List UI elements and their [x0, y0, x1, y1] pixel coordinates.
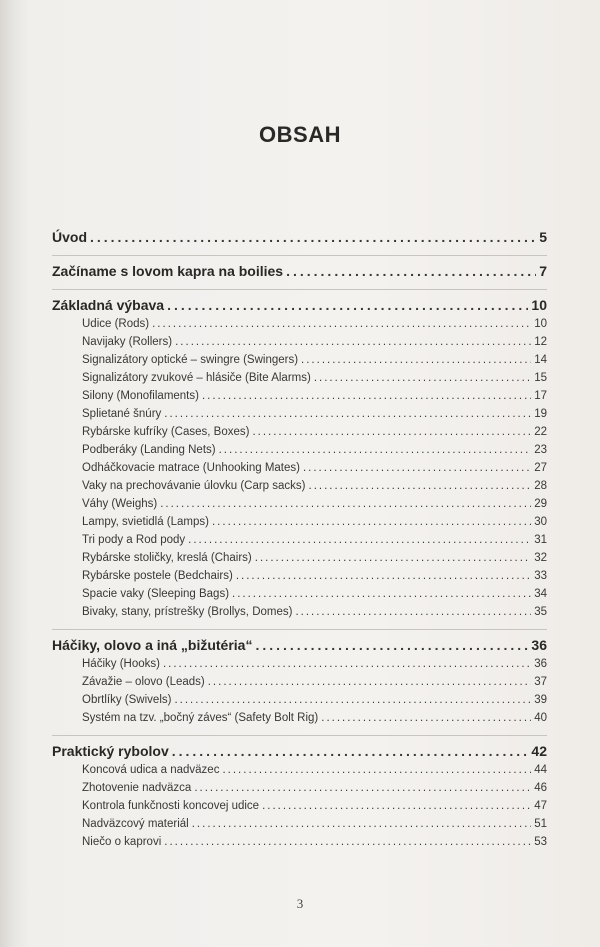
toc-entry[interactable] — [52, 477, 547, 495]
toc-entry[interactable] — [52, 495, 547, 513]
toc-entry[interactable] — [52, 673, 547, 691]
toc-entry[interactable] — [52, 779, 547, 797]
toc-entry-title: Kontrola funkčnosti koncovej udice — [82, 800, 260, 812]
table-of-contents — [52, 227, 547, 851]
toc-entry-page-number: 10 — [534, 318, 547, 330]
toc-entry-title: Rybárske stoličky, kreslá (Chairs) — [82, 552, 252, 564]
toc-chapter-title: Háčiky, olovo a iná „bižutéria“ — [52, 637, 253, 653]
dot-leader — [301, 351, 531, 369]
dot-leader — [303, 459, 531, 477]
dot-leader — [219, 441, 532, 459]
dot-leader — [163, 655, 531, 673]
toc-entry-page-number: 31 — [534, 534, 547, 546]
toc-entry[interactable] — [52, 351, 547, 369]
toc-entry-page-number: 28 — [534, 480, 547, 492]
toc-entry-title: Obrtlíky (Swivels) — [82, 694, 172, 706]
toc-entry[interactable] — [52, 333, 547, 351]
toc-entry-page-number: 44 — [534, 764, 547, 776]
toc-entry-page-number: 37 — [534, 676, 547, 688]
toc-entry[interactable] — [52, 815, 547, 833]
dot-leader — [309, 477, 532, 495]
dot-leader — [232, 585, 531, 603]
toc-entry-title: Zhotovenie nadväzca — [82, 782, 192, 794]
toc-chapter-title: Základná výbava — [52, 297, 165, 313]
toc-chapter-title: Začíname s lovom kapra na boilies — [52, 263, 284, 279]
dot-leader — [175, 333, 531, 351]
toc-chapter[interactable] — [52, 227, 547, 247]
dot-leader — [252, 423, 531, 441]
toc-entry-page-number: 32 — [534, 552, 547, 564]
toc-entry[interactable] — [52, 709, 547, 727]
toc-entry-title: Rybárske postele (Bedchairs) — [82, 570, 233, 582]
dot-leader — [222, 761, 531, 779]
toc-entry-page-number: 47 — [534, 800, 547, 812]
toc-entry-title: Váhy (Weighs) — [82, 498, 158, 510]
toc-entry[interactable] — [52, 459, 547, 477]
dot-leader — [152, 315, 531, 333]
toc-entry-title: Udice (Rods) — [82, 318, 150, 330]
dot-leader — [286, 261, 536, 281]
toc-entry-title: Koncová udica a nadväzec — [82, 764, 220, 776]
dot-leader — [321, 709, 531, 727]
toc-section — [52, 635, 547, 727]
dot-leader — [174, 691, 531, 709]
toc-entry-title: Navijaky (Rollers) — [82, 336, 173, 348]
toc-chapter[interactable] — [52, 261, 547, 281]
dot-leader — [164, 833, 531, 851]
dot-leader — [236, 567, 531, 585]
toc-section — [52, 227, 547, 247]
toc-entry-page-number: 27 — [534, 462, 547, 474]
toc-chapter-page-number: 10 — [531, 297, 547, 313]
toc-entry-page-number: 30 — [534, 516, 547, 528]
dot-leader — [262, 797, 531, 815]
toc-entry-title: Niečo o kaprovi — [82, 836, 162, 848]
toc-entry[interactable] — [52, 797, 547, 815]
toc-entry-title: Silony (Monofilaments) — [82, 390, 199, 402]
dot-leader — [314, 369, 531, 387]
toc-entry-page-number: 34 — [534, 588, 547, 600]
toc-entry-page-number: 53 — [534, 836, 547, 848]
toc-entry-page-number: 40 — [534, 712, 547, 724]
toc-entry[interactable] — [52, 441, 547, 459]
section-divider — [52, 289, 547, 290]
dot-leader — [194, 779, 531, 797]
toc-entry-title: Odháčkovacie matrace (Unhooking Mates) — [82, 462, 300, 474]
toc-entry[interactable] — [52, 567, 547, 585]
toc-entry-page-number: 46 — [534, 782, 547, 794]
toc-entry-title: Vaky na prechovávanie úlovku (Carp sacks) — [82, 480, 306, 492]
toc-chapter-title: Praktický rybolov — [52, 743, 169, 759]
dot-leader — [255, 549, 531, 567]
toc-entry-title: Signalizátory zvukové – hlásiče (Bite Alarms) — [82, 372, 311, 384]
toc-entry-page-number: 35 — [534, 606, 547, 618]
toc-chapter[interactable] — [52, 635, 547, 655]
toc-entry-title: Splietané šnúry — [82, 408, 162, 420]
toc-entry-title: Závažie – olovo (Leads) — [82, 676, 205, 688]
toc-chapter-page-number: 42 — [531, 743, 547, 759]
toc-entry-title: Bivaky, stany, prístrešky (Brollys, Domes) — [82, 606, 293, 618]
toc-entry-page-number: 51 — [534, 818, 547, 830]
dot-leader — [160, 495, 531, 513]
toc-entry-title: Signalizátory optické – swingre (Swingers) — [82, 354, 299, 366]
toc-entry-page-number: 14 — [534, 354, 547, 366]
toc-entry-page-number: 15 — [534, 372, 547, 384]
toc-entry[interactable] — [52, 531, 547, 549]
dot-leader — [295, 603, 531, 621]
toc-entry[interactable] — [52, 405, 547, 423]
dot-leader — [172, 741, 529, 761]
dot-leader — [212, 513, 531, 531]
toc-entry-page-number: 23 — [534, 444, 547, 456]
dot-leader — [188, 531, 531, 549]
toc-entry[interactable] — [52, 423, 547, 441]
section-divider — [52, 735, 547, 736]
toc-entry[interactable] — [52, 315, 547, 333]
toc-section — [52, 295, 547, 621]
dot-leader — [255, 635, 528, 655]
toc-chapter-page-number: 5 — [539, 229, 547, 245]
toc-entry-title: Rybárske kufríky (Cases, Boxes) — [82, 426, 250, 438]
toc-entry-page-number: 29 — [534, 498, 547, 510]
toc-chapter-title: Úvod — [52, 229, 87, 245]
toc-section — [52, 261, 547, 281]
toc-section — [52, 741, 547, 851]
toc-entry[interactable] — [52, 387, 547, 405]
toc-entry[interactable] — [52, 369, 547, 387]
dot-leader — [208, 673, 531, 691]
toc-entry-page-number: 19 — [534, 408, 547, 420]
toc-entry-title: Podberáky (Landing Nets) — [82, 444, 216, 456]
toc-entry-page-number: 33 — [534, 570, 547, 582]
toc-entry-page-number: 36 — [534, 658, 547, 670]
toc-entry[interactable] — [52, 603, 547, 621]
toc-entry-title: Spacie vaky (Sleeping Bags) — [82, 588, 230, 600]
page-title: OBSAH — [259, 122, 341, 147]
dot-leader — [202, 387, 531, 405]
toc-entry-page-number: 12 — [534, 336, 547, 348]
toc-entry-page-number: 39 — [534, 694, 547, 706]
toc-entry-page-number: 17 — [534, 390, 547, 402]
dot-leader — [192, 815, 531, 833]
toc-chapter-page-number: 36 — [531, 637, 547, 653]
dot-leader — [90, 227, 536, 247]
toc-entry-title: Systém na tzv. „bočný záves“ (Safety Bolt Rig) — [82, 712, 319, 724]
toc-entry[interactable] — [52, 833, 547, 851]
section-divider — [52, 255, 547, 256]
toc-entry-title: Nadväzcový materiál — [82, 818, 189, 830]
toc-entry-title: Háčiky (Hooks) — [82, 658, 160, 670]
page-number: 3 — [296, 896, 304, 911]
toc-entry-title: Lampy, svietidlá (Lamps) — [82, 516, 209, 528]
toc-chapter[interactable] — [52, 295, 547, 315]
toc-entry[interactable] — [52, 691, 547, 709]
toc-entry-title: Tri pody a Rod pody — [82, 534, 186, 546]
dot-leader — [164, 405, 531, 423]
section-divider — [52, 629, 547, 630]
toc-chapter-page-number: 7 — [539, 263, 547, 279]
dot-leader — [167, 295, 528, 315]
toc-chapter[interactable] — [52, 741, 547, 761]
toc-entry[interactable] — [52, 655, 547, 673]
toc-entry[interactable] — [52, 761, 547, 779]
toc-entry[interactable] — [52, 585, 547, 603]
toc-entry[interactable] — [52, 549, 547, 567]
toc-entry[interactable] — [52, 513, 547, 531]
toc-entry-page-number: 22 — [534, 426, 547, 438]
